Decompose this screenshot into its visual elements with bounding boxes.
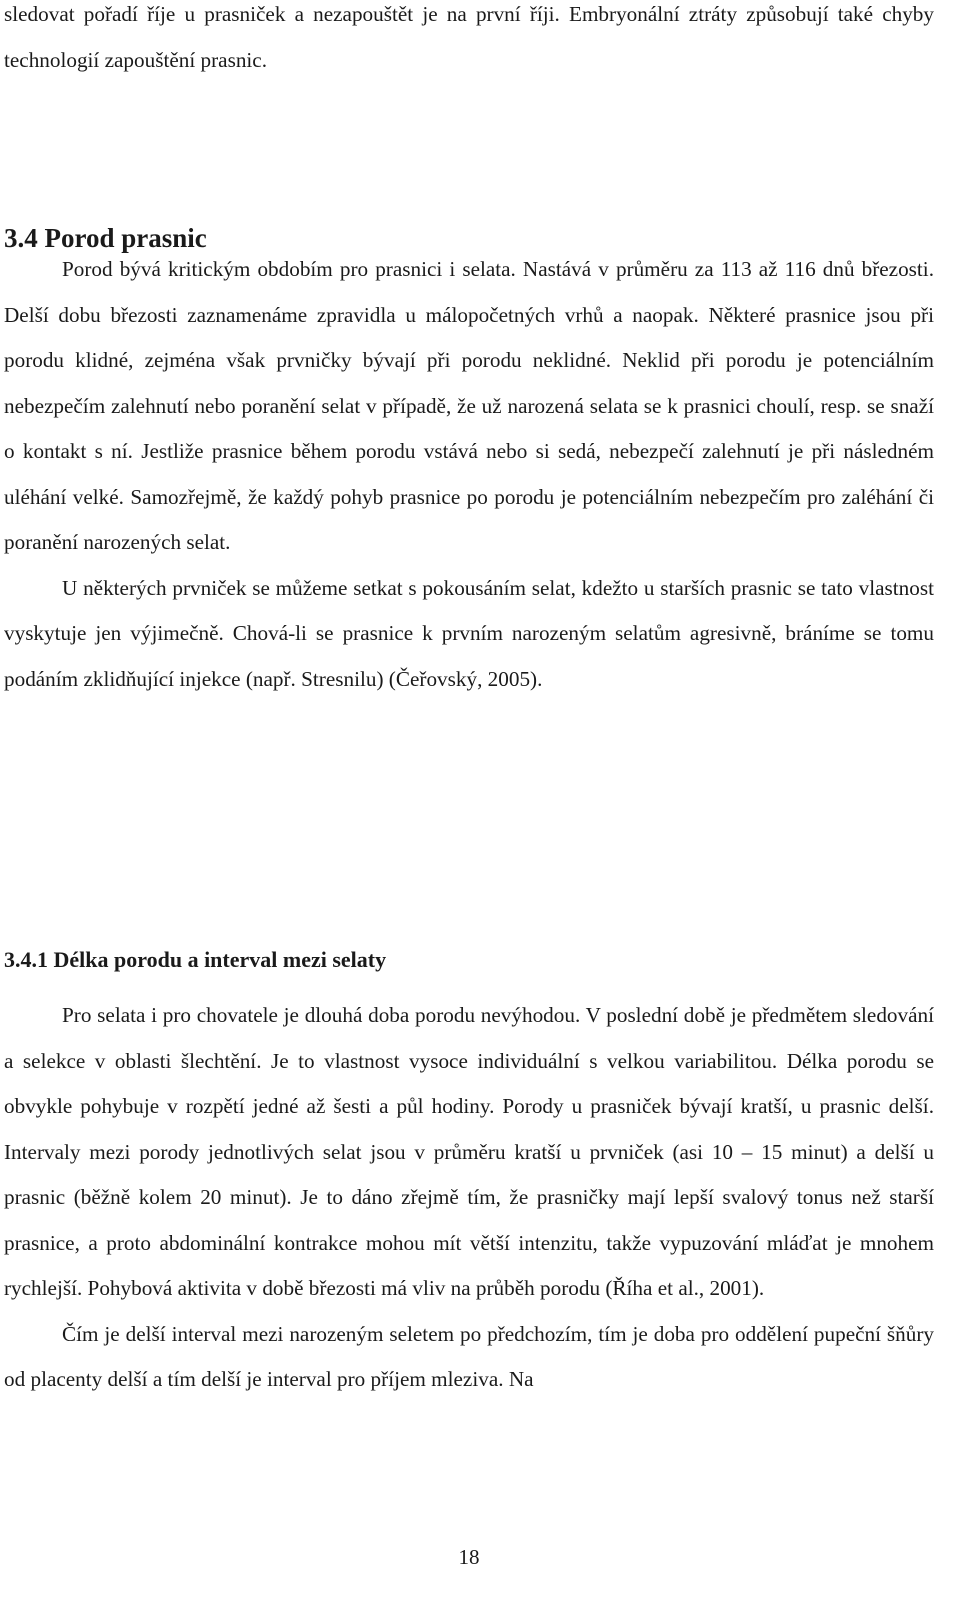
subsection-body	[4, 993, 934, 1403]
section-heading: 3.4 Porod prasnic	[4, 223, 207, 253]
section-paragraph-2: U některých prvniček se můžeme setkat s pokousáním selat, kdežto u starších prasnic se tato vlastnost vyskytuje jen výjimečně. Chová-li se prasnice k prvním narozeným selatům agresivně, bráníme se tomu podáním zklidňující injekce (např. Stresnilu) (Čeřovský, 2005).	[4, 575, 934, 691]
page-number: 18	[458, 1545, 480, 1569]
subsection-paragraph-2: Čím je delší interval mezi narozeným seletem po předchozím, tím je doba pro oddělení pupeční šňůry od placenty delší a tím delší je interval pro příjem mleziva. Na	[4, 1321, 934, 1391]
subsection-heading: 3.4.1 Délka porodu a interval mezi selaty	[4, 947, 387, 972]
subsection-paragraph-1: Pro selata i pro chovatele je dlouhá doba porodu nevýhodou. V poslední době je předmětem sledování a selekce v oblasti šlechtění. Je to vlastnost vysoce individuální s velkou variabilitou. Délka porodu se obvykle pohybuje v rozpětí jedné až šesti a půl hodiny. Porody u prasniček bývají kratší, u prasnic delší. Intervaly mezi porody jednotlivých selat jsou v průměru kratší u prvniček (asi 10 – 15 minut) a delší u prasnic (běžně kolem 20 minut). Je to dáno zřejmě tím, že prasničky mají lepší svalový tonus než starší prasnice, a proto abdominální kontrakce mohou mít větší intenzitu, takže vypuzování mláďat je mnohem rychlejší. Pohybová aktivita v době březosti má vliv na průběh porodu (Říha et al., 2001).	[4, 1003, 934, 1300]
continued-paragraph: sledovat pořadí říje u prasniček a nezapouštět je na první říji. Embryonální ztráty způsobují také chyby technologií zapouštění prasnic.	[4, 2, 934, 72]
section-paragraph-1: Porod bývá kritickým obdobím pro prasnici i selata. Nastává v průměru za 113 až 116 dnů březosti. Delší dobu březosti zaznamenáme zpravidla u málopočetných vrhů a naopak. Některé prasnice jsou při porodu klidné, zejména však prvničky bývají při porodu neklidné. Neklid při porodu je potenciálním nebezpečím zalehnutí nebo poranění selat v případě, že už narozená selata se k prasnici choulí, resp. se snaží o kontakt s ní. Jestliže prasnice během porodu vstává nebo si sedá, nebezpečí zalehnutí je při následném uléhání velké. Samozřejmě, že každý pohyb prasnice po porodu je potenciálním nebezpečím pro zaléhání či poranění narozených selat.	[4, 257, 934, 554]
section-body	[4, 247, 934, 702]
